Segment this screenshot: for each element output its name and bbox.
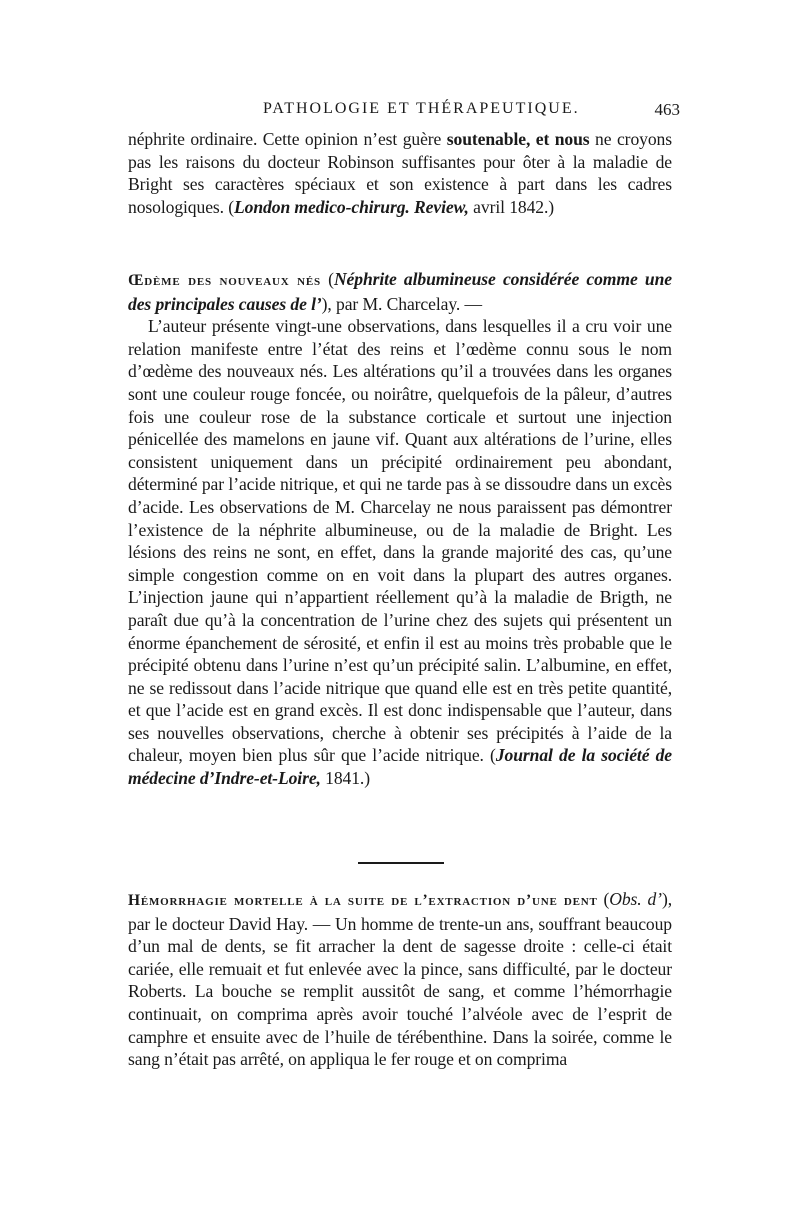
section-divider (358, 862, 444, 864)
article-body (128, 888, 672, 1071)
article-heading: Hémorrhagie mortelle à la suite de l’extraction d’une dent (128, 892, 598, 909)
article-oedeme-nouveaux-nes (128, 268, 672, 790)
article-subtitle: Néphrite albumineuse considérée comme une des principales causes de l’ (128, 269, 673, 314)
running-title: PATHOLOGIE ET THÉRAPEUTIQUE. (263, 100, 580, 117)
article-heading-line (128, 268, 672, 315)
citation-date: avril 1842.) (468, 196, 555, 217)
journal-citation: London medico-chirurg. Review, (234, 196, 469, 217)
emphasis-text: soutenable, et nous (446, 129, 590, 149)
article-body-text: L’auteur présente vingt-une observations, dans lesquelles il a cru voir une relation manifeste entre l’état des reins et l’œdème connu sous le nom d’œdème des nouveaux nés. Les altérations qu’il a trouvées dans les organes sont une couleur rouge foncée, ou noirâtre, quelquefois de la pâleur, d’autres fois une couleur rose de la substance corticale et surtout une injection pénicellée des mamelons en jaune vif. Quant aux altérations de l’urine, elles consistent uniquement dans un précipité ordinairement peu abondant, déterminé par l’acide nitrique, et qui ne tarde pas à se dissoudre dans un excès d’acide. Les observations de M. Charcelay ne nous paraissent pas démontrer l’existence de la néphrite albumineuse, ou de la maladie de Bright. Les lésions des reins ne sont, en effet, dans la grande majorité des cas, qu’une simple congestion comme on en voit dans la plupart des autres organes. L’injection jaune qui n’appartient réellement qu’à la maladie de Brigth, ne paraît due qu’à la concentration de l’urine chez des sujets qui présentent un énorme épanchement de sérosité, et enfin il est au moins très probable que le précipité obtenu dans l’urine n’est qu’un précipité salin. L’albumine, en effet, ne se redissout dans l’acide nitrique que quand elle est en très petite quantité, et que l’acide est en grand excès. Il est donc indispensable que l’auteur, dans ses nouvelles observations, cherche à obtenir ses précipités à l’aide de la chaleur, moyen bien plus sûr que l’acide nitrique. ( (128, 316, 672, 766)
article-heading: Œdème des nouveaux nés (128, 272, 321, 289)
article-hemorrhagie (128, 888, 672, 1071)
citation-date: 1841.) (320, 768, 370, 789)
journal-citation: Journal de la société de médecine d’Indre-et-Loire, (128, 745, 672, 789)
paragraph-bright-disease-conclusion (128, 128, 672, 218)
page-header (128, 100, 680, 128)
heading-paren-open: ( (320, 269, 334, 289)
article-body-text: ), par le docteur David Hay. — Un homme de trente-un ans, souffrant beaucoup d’un mal de dents, se fit arracher la dent de sagesse droite : celle-ci était cariée, elle remuait et fut enlevée avec la pince, sans difficulté, par le docteur Roberts. La bouche se remplit aussitôt de sang, et comme l’hémorrhagie continuait, on comprima après avoir touché l’alvéole avec de l’esprit de camphre et ensuite avec de l’huile de térébenthine. Dans la soirée, comme le sang n’était pas arrêté, on appliqua le fer rouge et on comprima (128, 889, 672, 1070)
article-author: ), par M. Charcelay. — (321, 293, 482, 314)
paragraph-text-2: ne croyons pas les raisons du docteur Robinson suffisantes pour ôter à la maladie de Bright ses caractères spéciaux et son existence à part dans les cadres nosologiques. ( (128, 129, 672, 217)
article-subtitle: Obs. d’ (609, 889, 662, 909)
paragraph-text (128, 128, 672, 218)
paragraph-text-1: néphrite ordinaire. Cette opinion n’est guère (128, 129, 447, 149)
page-number: 463 (654, 100, 680, 119)
heading-paren-open: ( (597, 889, 610, 909)
article-body (128, 315, 672, 789)
